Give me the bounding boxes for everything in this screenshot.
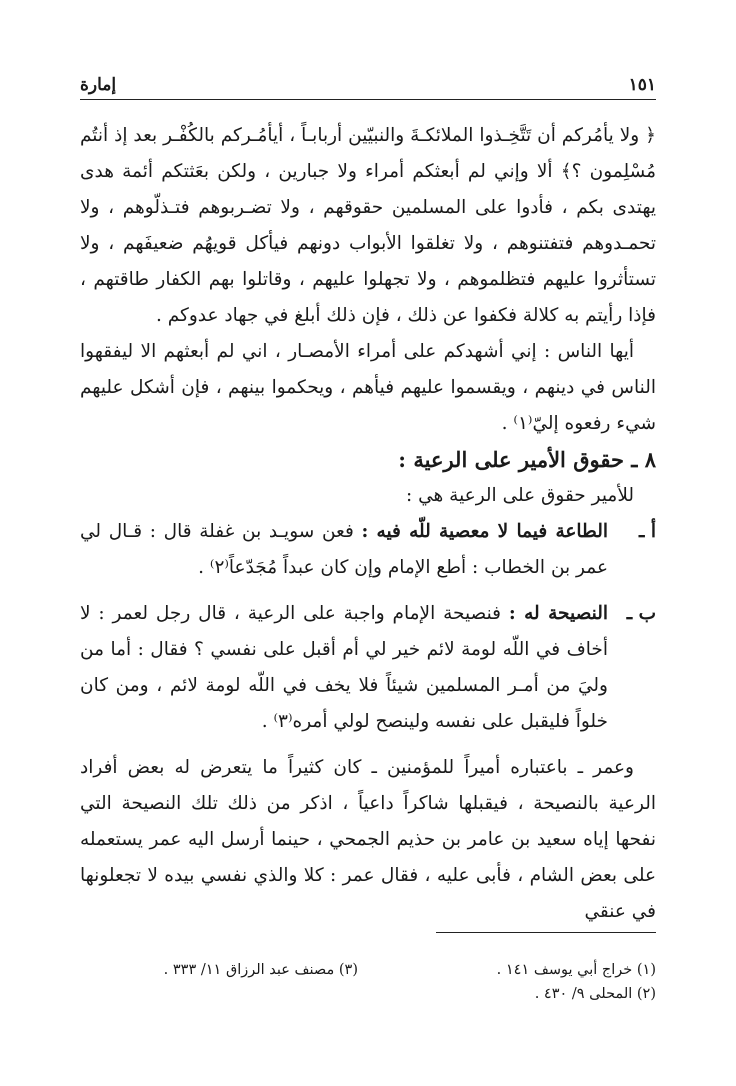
page-header [80, 72, 656, 100]
running-title: إمارة [80, 75, 117, 95]
page-body [80, 118, 656, 930]
footnote-divider [436, 932, 656, 933]
list-item-lead: الطاعة فيما لا معصية للّه فيه : [361, 521, 609, 542]
page-number: ١٥١ [628, 75, 656, 95]
list-item-advice [80, 596, 656, 740]
paragraph-closing: وعمر ـ باعتباره أميراً للمؤمنين ـ كان كثيراً ما يتعرض له بعض أفراد الرعية بالنصيحة ، فيقبلها شاكراً داعياً ، اذكر من ذلك تلك النصيحة التي نفحها إياه سعيد بن عامر بن حذيم الجمحي ، حينما أرسل اليه عمر يستعمله على بعض الشام ، فأبى عليه ، فقال عمر : كلا والذي نفسي بيده لا تجعلونها في عنقي [80, 757, 656, 922]
list-item-letter: أ ـ [638, 521, 656, 542]
footnote-1: (١) خراج أبي يوسف ١٤١ . [496, 962, 656, 978]
list-item-letter: ب ـ [626, 603, 656, 624]
list-item-body [80, 596, 608, 740]
list-item-text: فعن سويـد بن غفلة قال : قـال لي عمر بن الخطاب : أطع الإمام وإن كان عبداً مُجَدّعاً⁽٢⁾ . [80, 521, 608, 578]
paragraph-quran-quote: ﴿ ولا يأمُركم أن تَتَّخِـذوا الملائكـةَ والنبيّين أربابـاً ، أيأمُـركم بالكُفْـر بعد إذ أنتُم مُسْلِمون ؟﴾ ألا وإني لم أبعثكم أمراء ولا جبارين ، ولكن بعَثتكم أئمة هدى يهتدى بكم ، فأدوا على المسلمين حقوقهم ، ولا تضـربوهم فتـذلّوهم ، ولا تحمـدوهم فتفتنوهم ، ولا تغلقوا الأبواب دونهم فيأكل قويهُم ضعيفَهم ، ولا تستأثروا عليهم فتظلموهم ، ولا تجهلوا عليهم ، وقاتلوا بهم الكفار طاقتهم ، فإذا رأيتم به كلالة فكفوا عن ذلك ، فإن ذلك أبلغ في جهاد عدوكم . [80, 125, 656, 326]
list-item-lead: النصيحة له : [508, 603, 608, 624]
footnotes [80, 958, 656, 1006]
paragraph-address: أيها الناس : إني أشهدكم على أمراء الأمصـار ، اني لم أبعثهم الا ليفقهوا الناس في دينهم ، ويقسموا عليهم فيأهم ، ويحكموا بينهم ، فإن أشكل عليهم شيء رفعوه إليّ⁽١⁾ . [80, 341, 656, 434]
section-intro: للأمير حقوق على الرعية هي : [406, 485, 634, 506]
list-item-body [80, 514, 608, 586]
footnote-3: (٣) مصنف عبد الرزاق ١١/ ٣٣٣ . [163, 962, 358, 978]
section-heading: ٨ ـ حقوق الأمير على الرعية : [398, 447, 656, 472]
list-item-text: فنصيحة الإمام واجبة على الرعية ، قال رجل لعمر : لا أخاف في اللّه لومة لائم خير لي أم أقبل على نفسي ؟ فقال : أما من وليَ من أمـر المسلمين شيئاً فلا يخف في اللّه لومة لائم ، ومن كان خلواً فليقبل على نفسه ولينصح لولي أمره⁽٣⁾ . [80, 603, 608, 732]
list-item-obedience [80, 514, 656, 586]
footnote-2: (٢) المحلى ٩/ ٤٣٠ . [534, 986, 656, 1002]
